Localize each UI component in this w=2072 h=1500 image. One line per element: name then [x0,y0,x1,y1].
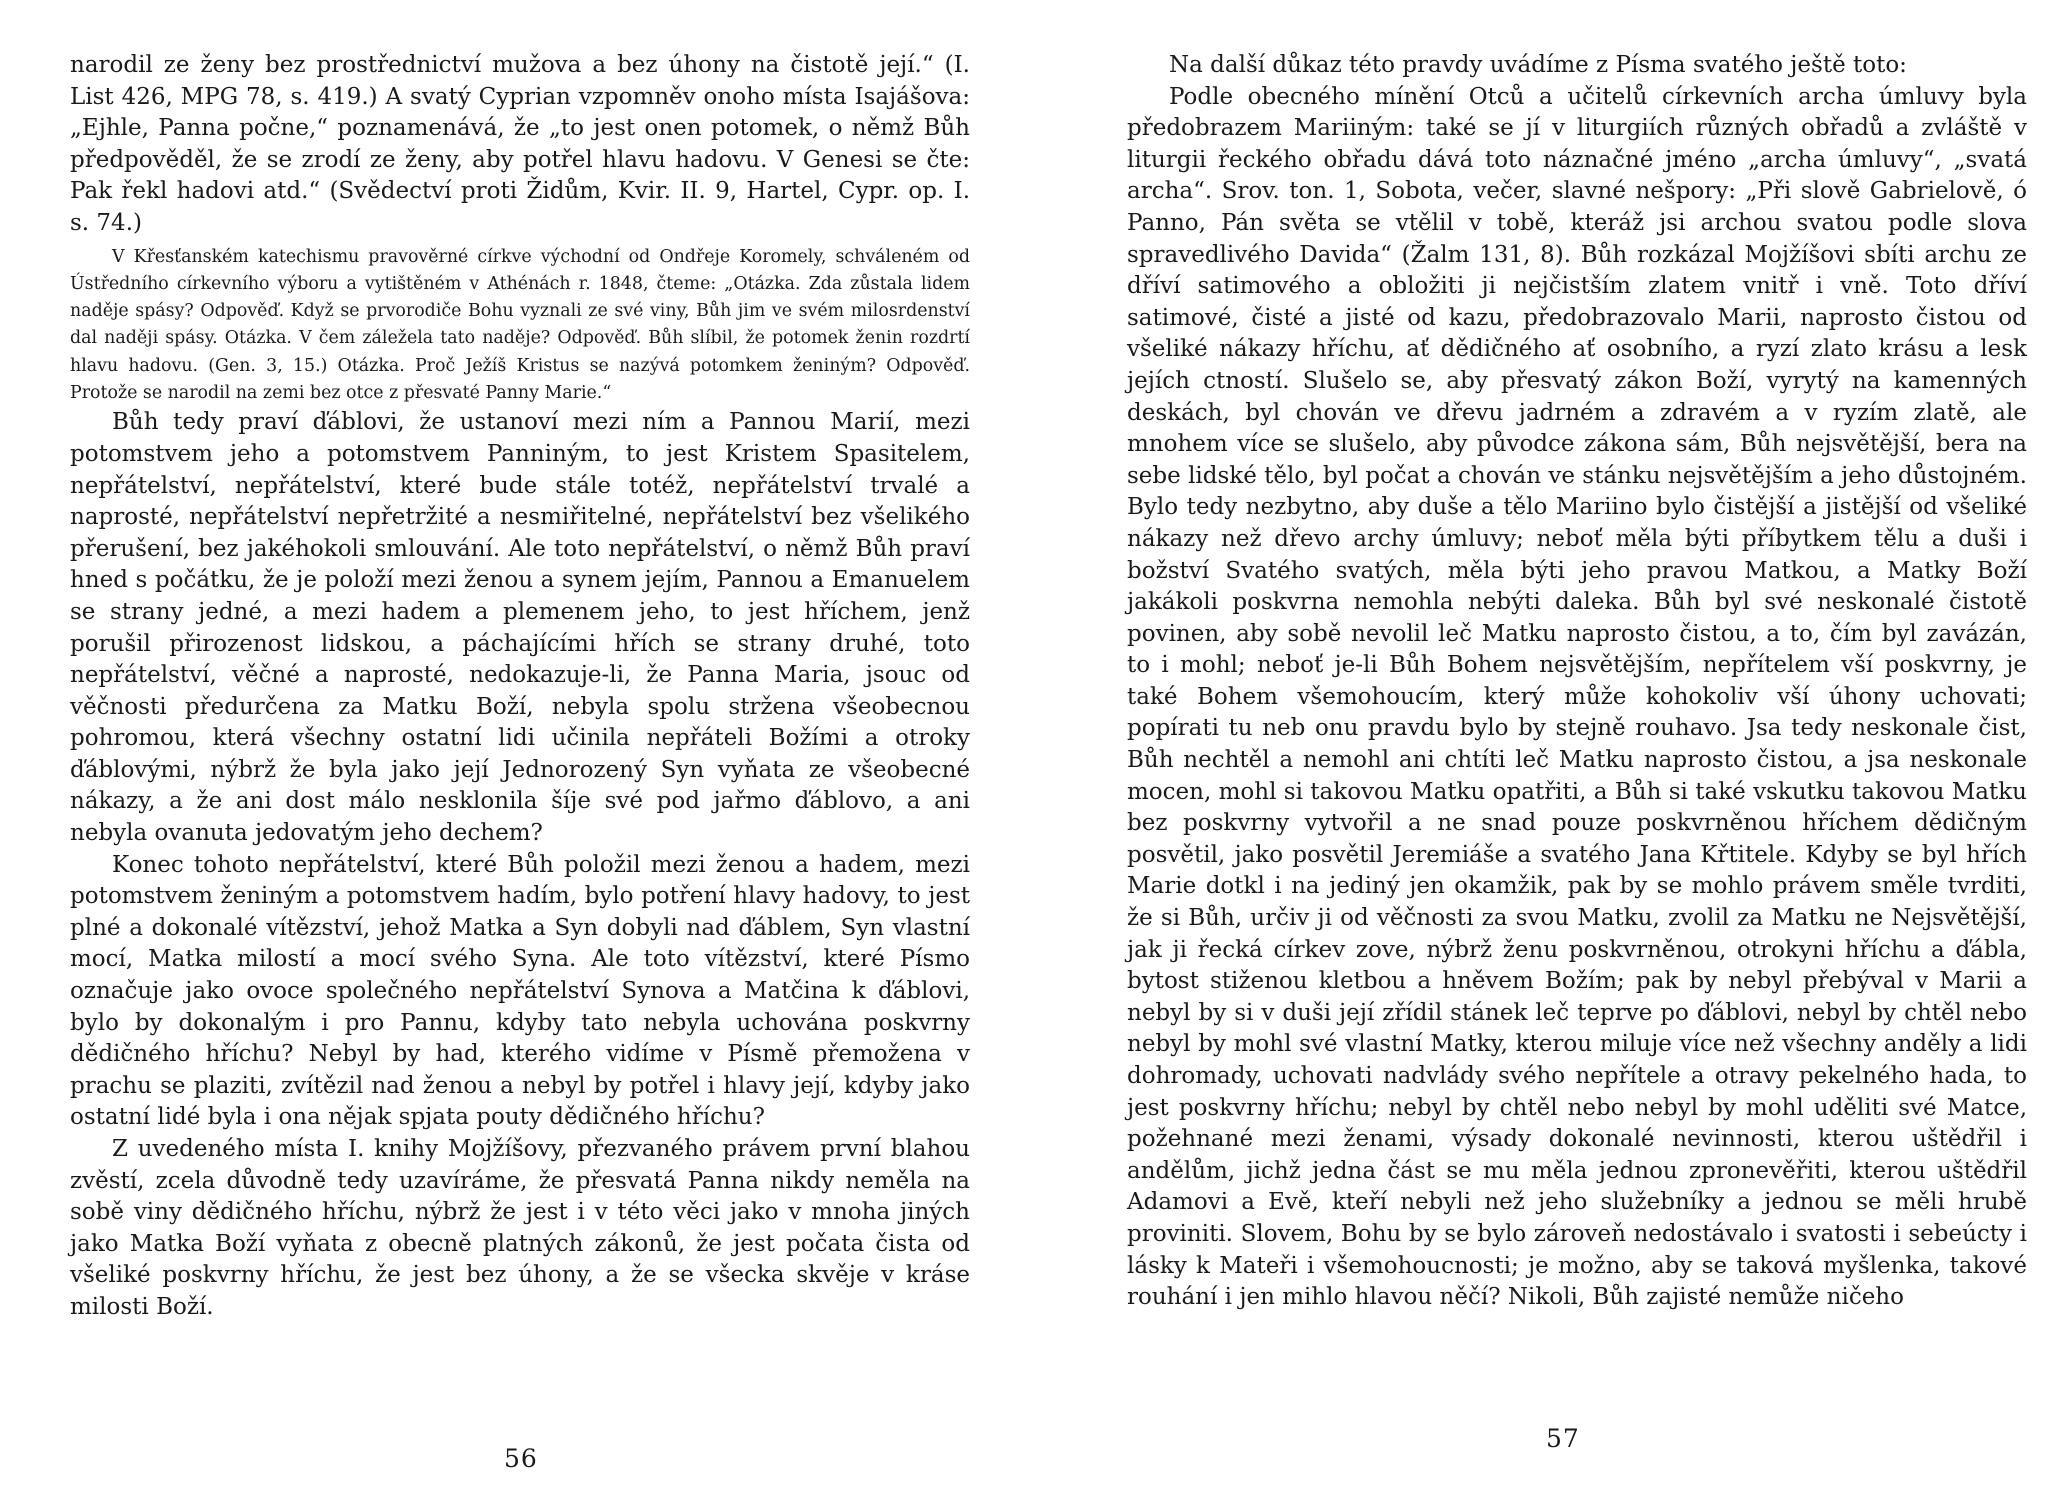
right-paragraph-1: Na další důkaz této pravdy uvádíme z Písma svatého ještě toto: [1169,52,1907,78]
left-paragraph-3: Konec tohoto nepřátelství, které Bůh položil mezi ženou a hadem, mezi potomstvem ženiným a potomstvem hadím, bylo potření hlavy hadovy, to jest plné a dokonalé vítězství, jehož Matka a Syn dobyli nad ďáblem, Syn vlastní mocí, Matka milostí a mocí svého Syna. Ale toto vítězství, které Písmo označuje jako ovoce společného nepřátelství Synova a Matčina k ďáblovi, bylo by dokonalým i pro Pannu, kdyby tato nebyla uchována poskvrny dědičného hříchu? Nebyl by had, kterého vidíme v Písmě přemožena v prachu se plaziti, zvítězil nad ženou a nebyl by potřel i hlavy její, kdyby jako ostatní lidé byla i ona nějak spjata pouty dědičného hříchu? [70,851,970,1131]
left-paragraph-2: Bůh tedy praví ďáblovi, že ustanoví mezi ním a Pannou Marií, mezi potomstvem jeho a potomstvem Panniným, to jest Kristem Spasitelem, nepřátelství, nepřátelství, které bude stále totéž, nepřátelství trvalé a naprosté, nepřátelství nepřetržité a nesmiřitelné, nepřátelství bez všelikého přerušení, bez jakéhokoli smlouvání. Ale toto nepřátelství, o němž Bůh praví hned s počátku, že je položí mezi ženou a synem jejím, Pannou a Emanuelem se strany jedné, a mezi hadem a plemenem jeho, to jest hříchem, jenž porušil přirozenost lidskou, a páchajícími hřích se strany druhé, toto nepřátelství, věčné a naprosté, nedokazuje-li, že Panna Maria, jsouc od věčnosti předurčena za Matku Boží, nebyla spolu stržena všeobecnou pohromou, která všechny ostatní lidi učinila nepřáteli Božími a otroky ďáblovými, nýbrž že byla jako její Jednorozený Syn vyňata ze všeobecné nákazy, a že ani dost málo nesklonila šíje své pod jařmo ďáblovo, a ani nebyla ovanuta jedovatým jeho dechem? [70,409,970,847]
right-page [1127,50,2027,1314]
right-page-number: 57 [1546,1424,1580,1453]
left-paragraph-1: narodil ze ženy bez prostřednictví mužova a bez úhony na čistotě její.“ (I. List 426, MPG 78, s. 419.) A svatý Cyprian vzpomněv onoho místa Isajášova: „Ejhle, Panna počne,“ poznamenává, že „to jest onen potomek, o němž Bůh předpověděl, že se zrodí ze ženy, aby potřel hlavu hadovu. V Genesi se čte: Pak řekl hadovi atd.“ (Svědectví proti Židům, Kvir. II. 9, Hartel, Cypr. op. I. s. 74.) [70,52,970,236]
left-paragraph-4: Z uvedeného místa I. knihy Mojžíšovy, přezvaného právem první blahou zvěstí, zcela důvodně tedy uzavíráme, že přesvatá Panna nikdy neměla na sobě viny dědičného hříchu, nýbrž že jest i v této věci jako v mnoha jiných jako Matka Boží vyňata z obecně platných zákonů, že jest počata čista od všeliké poskvrny hříchu, že jest bez úhony, a že se všecka skvěje v kráse milosti Boží. [70,1136,970,1320]
left-footnote-catechism: V Křesťanském katechismu pravověrné církve východní od Ondřeje Koromely, schváleném od Ústředního církevního výboru a vytištěném v Athénách r. 1848, čteme: „Otázka. Zda zůstala lidem naděje spásy? Odpověď. Když se prvorodiče Bohu vyznali ze své viny, Bůh jim ve svém milosrdenství dal naději spásy. Otázka. V čem záležela tato naděje? Odpověď. Bůh slíbil, že potomek ženin rozdrtí hlavu hadovu. (Gen. 3, 15.) Otázka. Proč Ježíš Kristus se nazývá potomkem ženiným? Odpověď. Protože se narodil na zemi bez otce z přesvaté Panny Marie.“ [70,246,970,404]
left-page-number: 56 [504,1444,538,1473]
right-paragraph-2: Podle obecného mínění Otců a učitelů církevních archa úmluvy byla předobrazem Mariiným: také se jí v liturgiích různých obřadů a zvláště v liturgii řeckého obřadu dává toto náznačné jméno „archa úmluvy“, „svatá archa“. Srov. ton. 1, Sobota, večer, slavné nešpory: „Při slově Gabrielově, ó Panno, Pán světa se vtělil v tobě, kteráž jsi archou svatou podle slova spravedlivého Davida“ (Žalm 131, 8). Bůh rozkázal Mojžíšovi sbíti archu ze dříví satimového a obložiti ji nejčistším zlatem vnitř i vně. Toto dříví satimové, čisté a jisté od kazu, předobrazovalo Marii, naprosto čistou od všeliké nákazy hříchu, ať dědičného ať osobního, a ryzí zlato krásu a lesk jejích ctností. Slušelo se, aby přesvatý zákon Boží, vyrytý na kamenných deskách, byl chován ve dřevu jadrném a zdravém a v ryzím zlatě, ale mnohem více se slušelo, aby původce zákona sám, Bůh nejsvětější, bera na sebe lidské tělo, byl počat a chován ve stánku nejsvětějším a jeho důstojném. Bylo tedy nezbytno, aby duše a tělo Mariino bylo čistější a jistější od všeliké nákazy než dřevo archy úmluvy; neboť měla býti příbytkem tělu a duši i božství Svatého svatých, měla býti jeho pravou Matkou, a Matky Boží jakákoli poskvrna nemohla nebýti daleka. Bůh byl své neskonalé čistotě povinen, aby sobě nevolil leč Matku naprosto čistou, a to, čím byl zavázán, to i mohl; neboť je-li Bůh Bohem nejsvětějším, nepřítelem vší poskvrny, je také Bohem všemohoucím, který může kohokoliv vší úhony uchovati; popírati tu neb onu pravdu bylo by stejně rouhavo. Jsa tedy neskonale čist, Bůh nechtěl a nemohl ani chtíti leč Matku naprosto čistou, a jsa neskonale mocen, mohl si takovou Matku opatřiti, a Bůh si také vskutku takovou Matku bez poskvrny vytvořil a ne snad pouze poskvrněnou hříchem dědičným posvětil, jako posvětil Jeremiáše a svatého Jana Křtitele. Kdyby se byl hřích Marie dotkl i na jediný jen okamžik, pak by se mohlo právem směle tvrditi, že si Bůh, určiv ji od věčnosti za svou Matku, zvolil za Matku ne Nejsvětější, jak ji řecká církev zove, nýbrž ženu poskvrněnou, otrokyni hříchu a ďábla, bytost stiženou kletbou a hněvem Božím; pak by nebyl přebýval v Marii a nebyl by si v duši její zřídil stánek leč teprve po ďáblovi, nebyl by chtěl nebo nebyl by mohl své vlastní Matky, kterou miluje více než všechny anděly a lidi dohromady, uchovati nadvlády svého nepřítele a otravy pekelného hada, to jest poskvrny hříchu; nebyl by chtěl nebo nebyl by mohl uděliti své Matce, požehnané mezi ženami, výsady dokonalé nevinnosti, kterou uštědřil i andělům, jichž jedna část se mu měla jednou zpronevěřiti, kterou uštědřil Adamovi a Evě, kteří nebyli než jeho služebníky a jednou se měli hrubě proviniti. Slovem, Bohu by se bylo zároveň nedostávalo i svatosti i sebeúcty i lásky k Mateři i všemohoucnosti; je možno, aby se taková myšlenka, takové rouhání i jen mihlo hlavou něčí? Nikoli, Bůh zajisté nemůže ničeho [1127,83,2027,1311]
left-page [70,50,970,1324]
